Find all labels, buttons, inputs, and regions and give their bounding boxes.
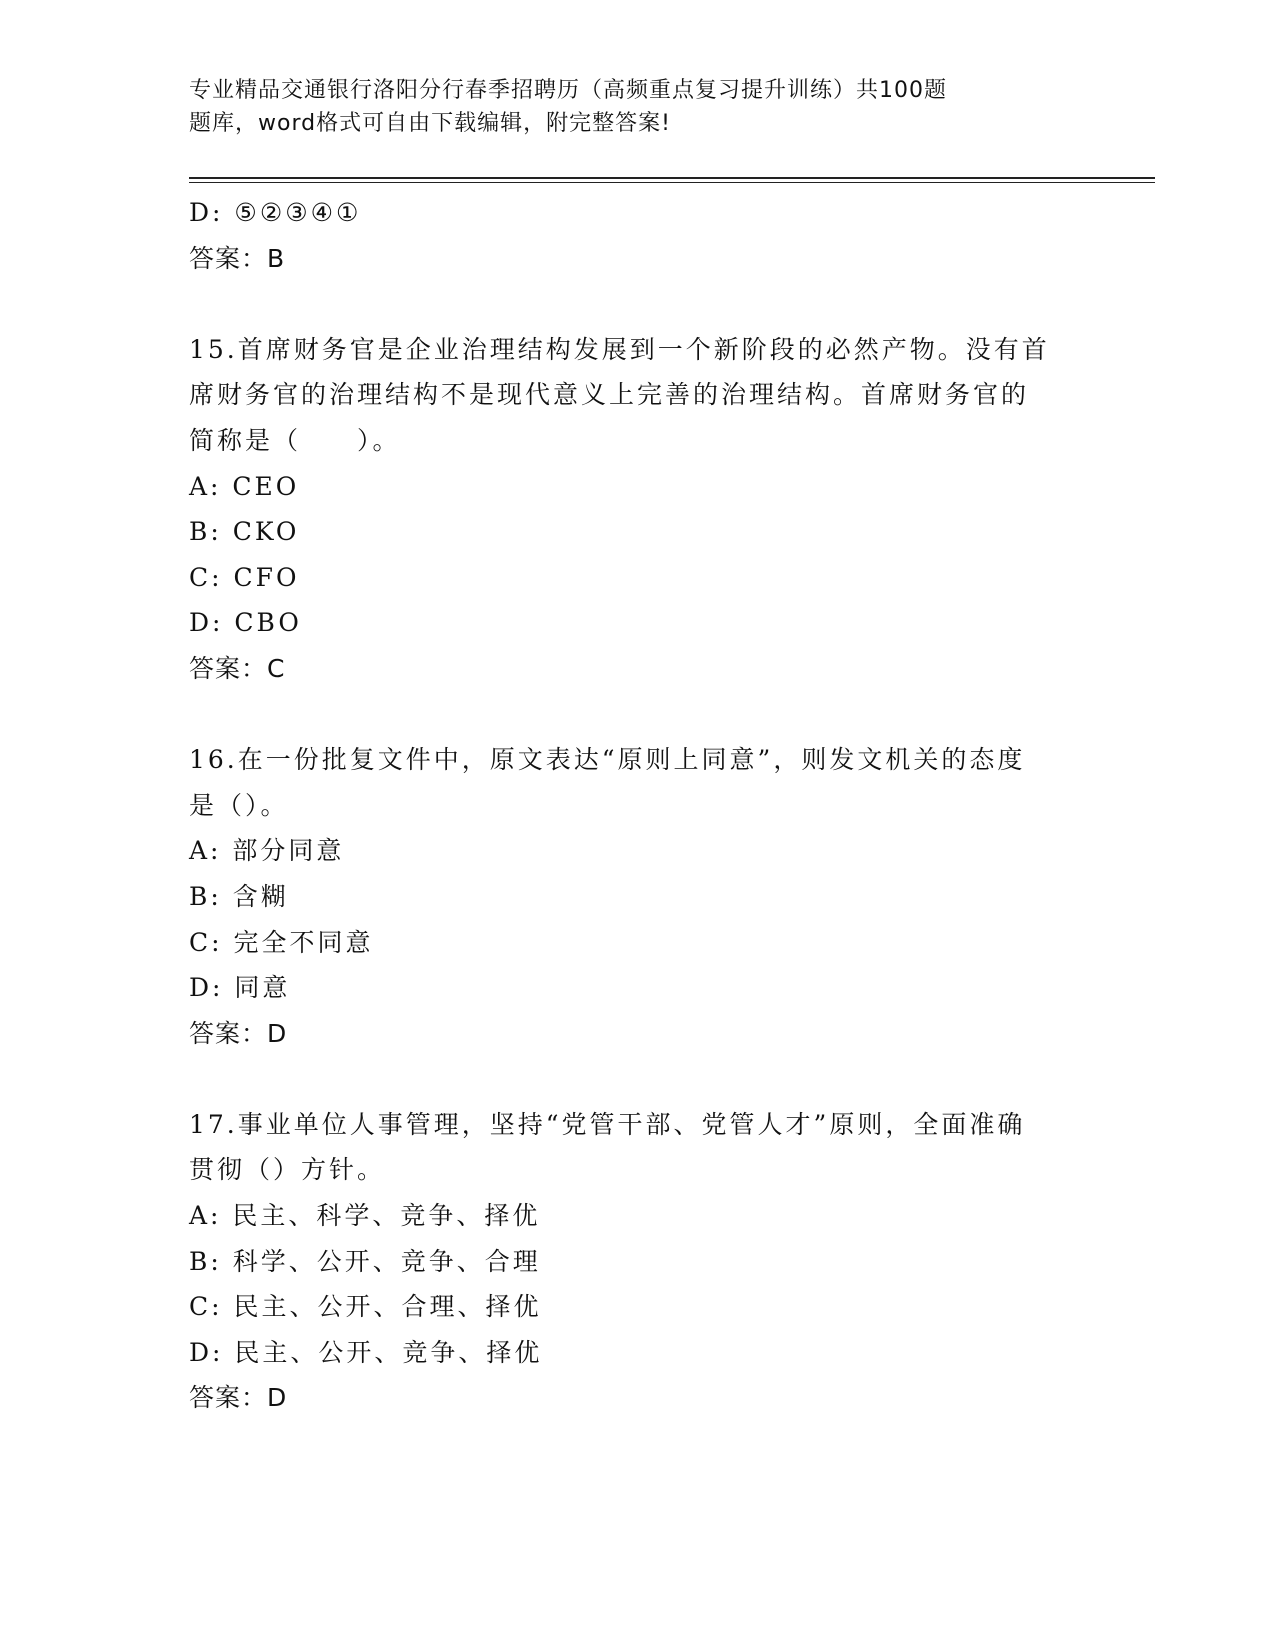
question-text-line: 17.事业单位人事管理，坚持“党管干部、党管人才”原则，全面准确: [189, 1109, 1026, 1139]
answer-line: 答案：D: [189, 1383, 288, 1413]
option-a: A: 部分同意: [189, 836, 345, 866]
option-d: D: ⑤②③④①: [189, 198, 362, 227]
previous-question-tail: [189, 190, 1089, 281]
question-15: [189, 327, 1089, 692]
header-line-2: 题库，word格式可自由下载编辑，附完整答案!: [189, 111, 671, 136]
spacer: [189, 692, 1089, 738]
option-d: D: 同意: [189, 973, 291, 1003]
option-a: A: 民主、科学、竞争、择优: [189, 1201, 541, 1231]
header-divider-thin: [189, 182, 1155, 183]
header-line-1: 专业精品交通银行洛阳分行春季招聘历（高频重点复习提升训练）共100题: [189, 78, 947, 103]
question-text-line: 16.在一份批复文件中，原文表达“原则上同意”，则发文机关的态度: [189, 745, 1026, 775]
header-divider-thick: [189, 177, 1155, 179]
option-c: C: 完全不同意: [189, 927, 374, 957]
spacer: [189, 1056, 1089, 1102]
option-a: A: CEO: [189, 471, 300, 501]
option-b: B: CKO: [189, 517, 300, 547]
question-16: [189, 737, 1089, 1056]
option-c: C: 民主、公开、合理、择优: [189, 1292, 542, 1322]
option-d: D: 民主、公开、竞争、择优: [189, 1337, 543, 1367]
question-text-line: 贯彻（）方针。: [189, 1155, 386, 1185]
document-body: [189, 190, 1089, 1421]
question-text-line: 是（）。: [189, 790, 289, 820]
option-b: B: 科学、公开、竞争、合理: [189, 1246, 541, 1276]
question-17: [189, 1102, 1089, 1421]
question-text-line: 简称是（ ）。: [189, 425, 401, 455]
option-d: D: CBO: [189, 608, 302, 638]
option-b: B: 含糊: [189, 881, 289, 911]
answer-line: 答案：D: [189, 1018, 288, 1048]
answer-line: 答案：C: [189, 653, 286, 683]
answer-line: 答案：B: [189, 243, 286, 273]
document-header: [189, 74, 1069, 140]
spacer: [189, 281, 1089, 327]
question-text-line: 席财务官的治理结构不是现代意义上完善的治理结构。首席财务官的: [189, 380, 1030, 410]
option-c: C: CFO: [189, 562, 300, 592]
question-text-line: 15.首席财务官是企业治理结构发展到一个新阶段的必然产物。没有首: [189, 334, 1050, 364]
